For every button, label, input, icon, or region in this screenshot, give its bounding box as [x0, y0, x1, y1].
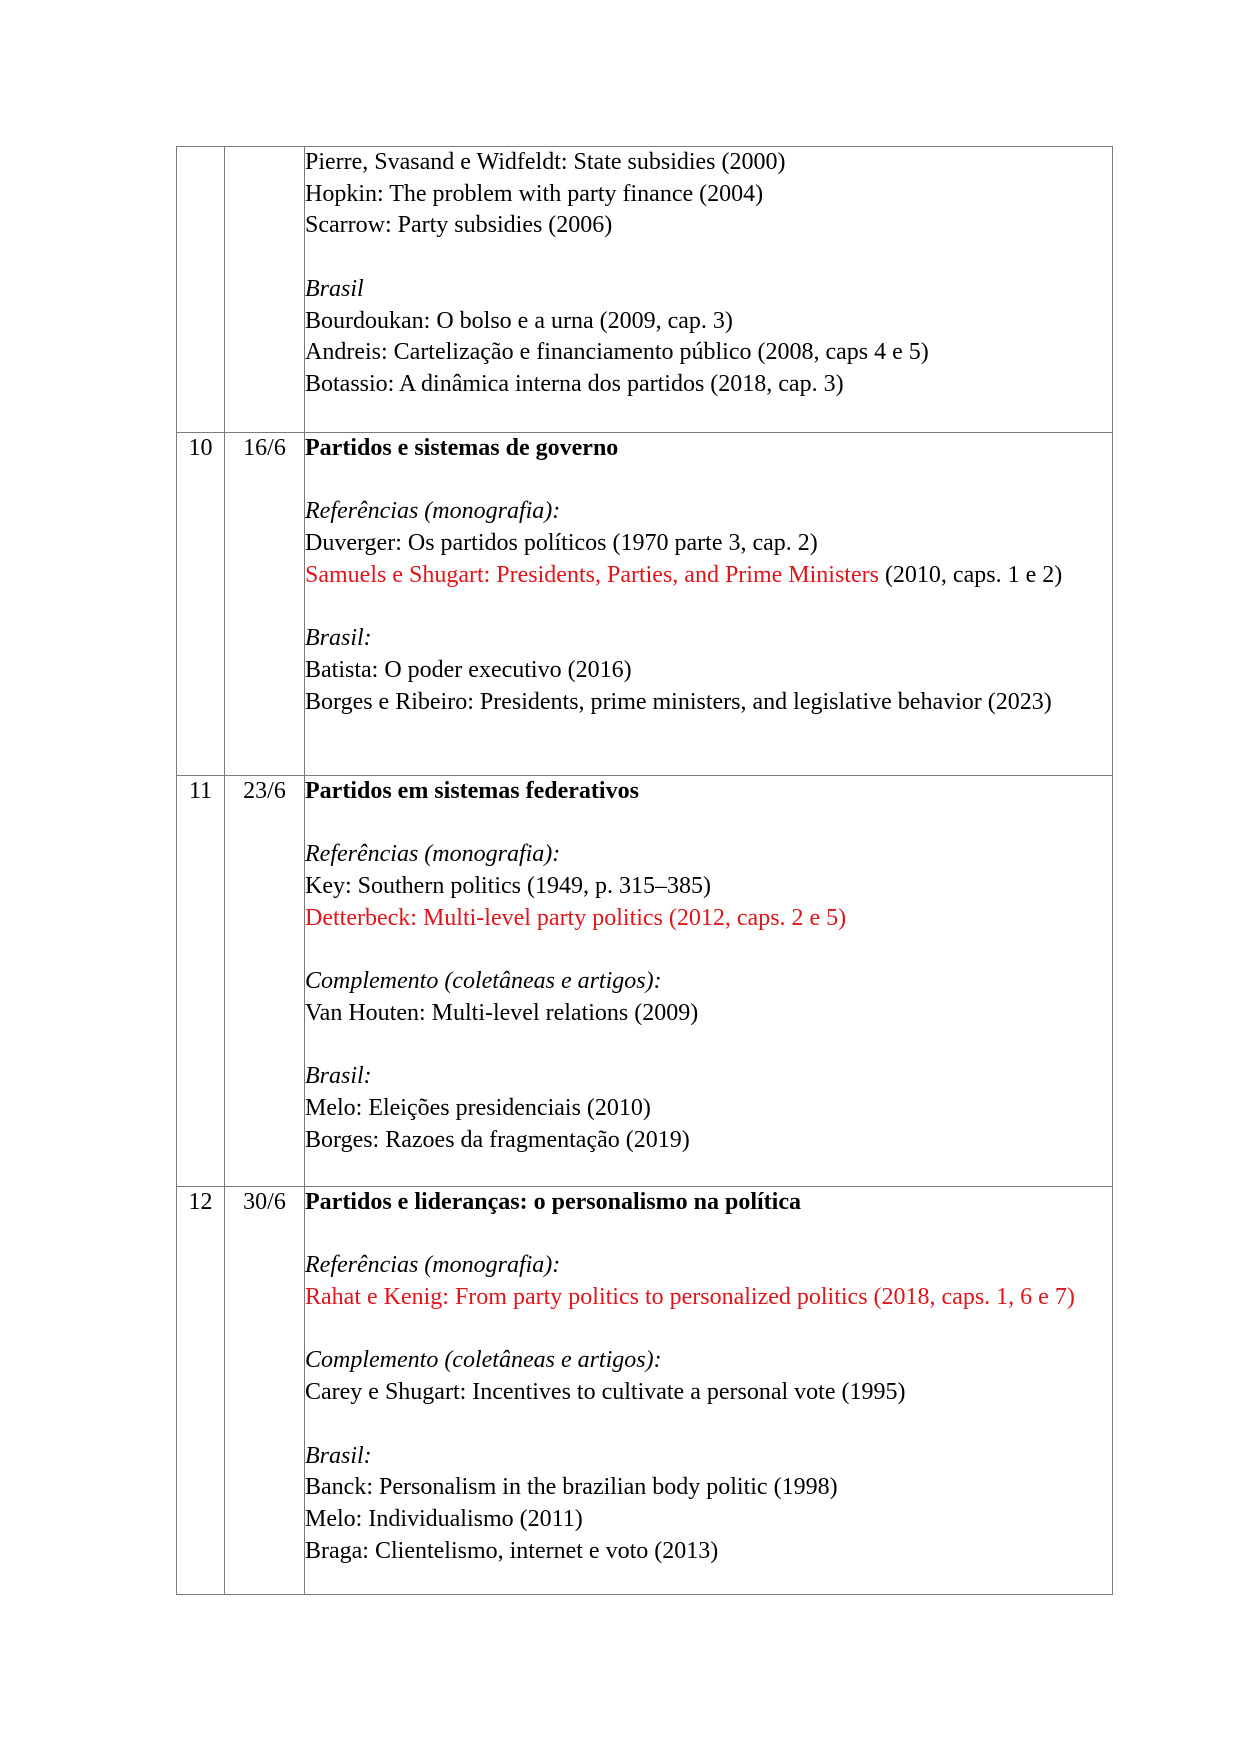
reference-item: Borges: Razoes da fragmentação (2019)	[305, 1126, 690, 1153]
reference-item: Scarrow: Party subsidies (2006)	[305, 212, 613, 239]
reference-item: Andreis: Cartelização e financiamento público (2008, caps 4 e 5)	[305, 339, 929, 366]
brasil-label: Brasil:	[305, 1063, 372, 1090]
session-content	[305, 433, 1113, 776]
reference-item: Batista: O poder executivo (2016)	[305, 656, 632, 683]
schedule-table	[176, 146, 1113, 1595]
reference-item: Braga: Clientelismo, internet e voto (2013)	[305, 1537, 719, 1564]
complement-label: Complemento (coletâneas e artigos):	[305, 1347, 662, 1374]
session-number: 11	[177, 776, 225, 1187]
table-row	[177, 147, 1113, 433]
session-number	[177, 147, 225, 433]
references-label: Referências (monografia):	[305, 1252, 561, 1279]
session-date: 23/6	[225, 776, 305, 1187]
reference-tail: (2010, caps. 1 e 2)	[878, 561, 1063, 588]
brasil-label: Brasil:	[305, 625, 372, 652]
session-date	[225, 147, 305, 433]
reference-item: Key: Southern politics (1949, p. 315–385)	[305, 873, 711, 900]
reference-item: Botassio: A dinâmica interna dos partidos (2018, cap. 3)	[305, 370, 844, 397]
references-label: Referências (monografia):	[305, 498, 561, 525]
brasil-label: Brasil	[305, 275, 364, 302]
reference-item: Bourdoukan: O bolso e a urna (2009, cap. 3)	[305, 307, 733, 334]
reference-item: Melo: Individualismo (2011)	[305, 1505, 583, 1532]
table-row	[177, 776, 1113, 1187]
session-content	[305, 776, 1113, 1187]
reference-item: Banck: Personalism in the brazilian body politic (1998)	[305, 1474, 838, 1501]
session-title: Partidos e lideranças: o personalismo na política	[305, 1189, 801, 1215]
reference-item	[305, 560, 1112, 592]
session-title: Partidos em sistemas federativos	[305, 778, 639, 804]
highlighted-reference: Rahat e Kenig: From party politics to personalized politics (2018, caps. 1, 6 e 7)	[305, 1284, 1075, 1311]
session-number: 10	[177, 433, 225, 776]
session-date: 30/6	[225, 1187, 305, 1595]
session-number: 12	[177, 1187, 225, 1595]
table-row	[177, 433, 1113, 776]
highlighted-reference: Detterbeck: Multi-level party politics (2012, caps. 2 e 5)	[305, 904, 847, 931]
complement-label: Complemento (coletâneas e artigos):	[305, 968, 662, 995]
reference-item: Pierre, Svasand e Widfeldt: State subsidies (2000)	[305, 149, 786, 175]
session-date: 16/6	[225, 433, 305, 776]
reference-item: Melo: Eleições presidenciais (2010)	[305, 1094, 651, 1121]
references-label: Referências (monografia):	[305, 841, 561, 868]
session-title: Partidos e sistemas de governo	[305, 435, 619, 461]
reference-item: Van Houten: Multi-level relations (2009)	[305, 999, 699, 1026]
reference-item: Duverger: Os partidos políticos (1970 parte 3, cap. 2)	[305, 530, 818, 557]
session-content	[305, 1187, 1113, 1595]
session-content	[305, 147, 1113, 433]
reference-item: Hopkin: The problem with party finance (2004)	[305, 180, 764, 207]
reference-item: Borges e Ribeiro: Presidents, prime ministers, and legislative behavior (2023)	[305, 688, 1052, 715]
reference-item: Carey e Shugart: Incentives to cultivate a personal vote (1995)	[305, 1379, 906, 1406]
table-row	[177, 1187, 1113, 1595]
highlighted-reference: Samuels e Shugart: Presidents, Parties, and Prime Ministers	[305, 561, 879, 588]
brasil-label: Brasil:	[305, 1442, 372, 1469]
